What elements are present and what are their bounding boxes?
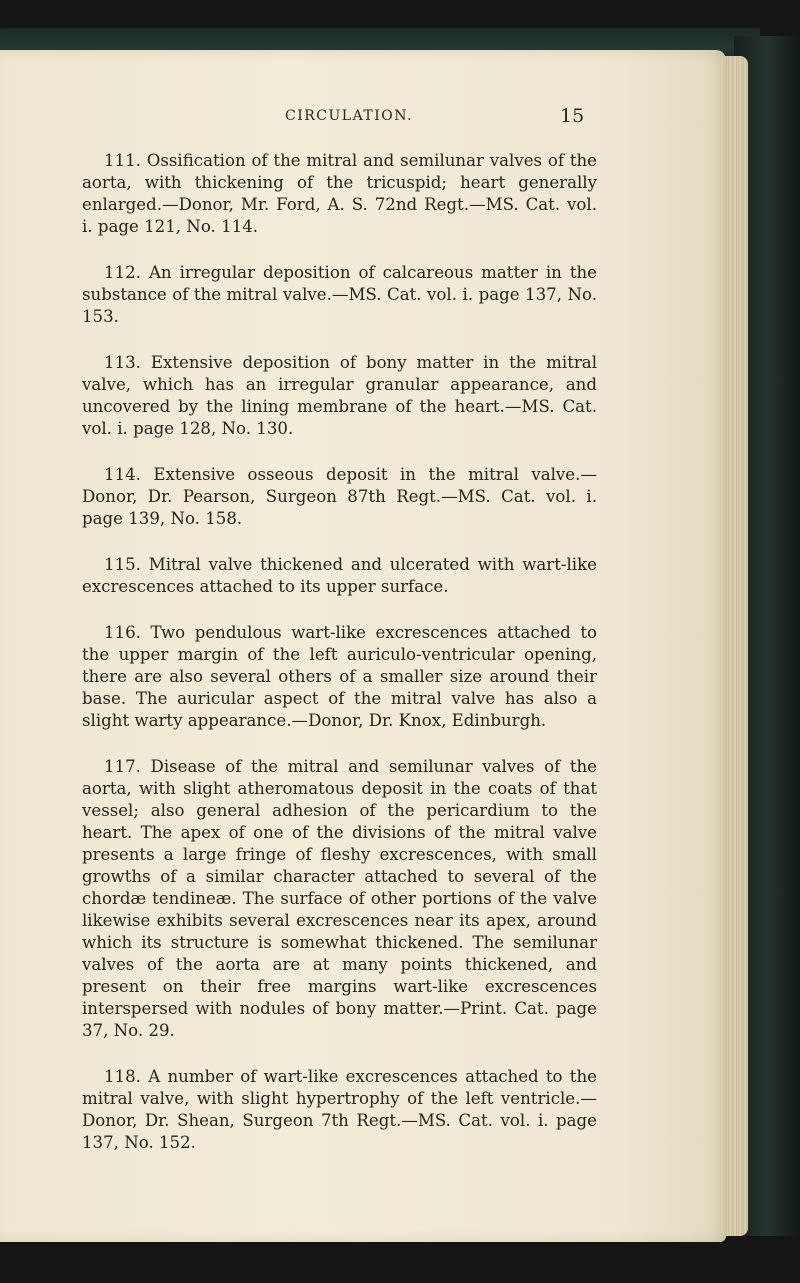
entry-number: 116. bbox=[104, 623, 141, 642]
catalog-entry bbox=[82, 262, 597, 328]
entry-number: 112. bbox=[104, 263, 141, 282]
entry-number: 114. bbox=[104, 465, 141, 484]
catalog-entry bbox=[82, 150, 597, 238]
entry-number: 118. bbox=[104, 1067, 141, 1086]
entry-number: 111. bbox=[104, 151, 141, 170]
catalog-entry bbox=[82, 464, 597, 530]
entry-text: A number of wart-like excrescences attached to the mitral valve, with slight hypertrophy of the left ventricle.—Donor, Dr. Shean, Surgeon 7th Regt.—MS. Cat. vol. i. page 137, No. 152. bbox=[82, 1067, 597, 1152]
book-page bbox=[0, 50, 726, 1242]
catalog-entry bbox=[82, 352, 597, 440]
entry-text: Disease of the mitral and semilunar valves of the aorta, with slight atheromatous deposit in the coats of that vessel; also general adhesion of the pericardium to the heart. The apex of one of the divisions of the mitral valve presents a large fringe of fleshy excrescences, with small growths of a similar character attached to several of the chordæ tendineæ. The surface of other portions of the valve likewise exhibits several excrescences near its apex, around which its structure is somewhat thickened. The semilunar valves of the aorta are at many points thickened, and present on their free margins wart-like excrescences interspersed with nodules of bony matter.—Print. Cat. page 37, No. 29. bbox=[82, 757, 597, 1040]
page-content bbox=[82, 150, 597, 1178]
entry-text: Ossification of the mitral and semilunar valves of the aorta, with thickening of the tricuspid; heart generally enlarged.—Donor, Mr. Ford, A. S. 72nd Regt.—MS. Cat. vol. i. page 121, No. 114. bbox=[82, 151, 597, 236]
entry-text: Mitral valve thickened and ulcerated with wart-like excrescences attached to its upper surface. bbox=[82, 555, 597, 596]
catalog-entry bbox=[82, 554, 597, 598]
catalog-entry bbox=[82, 1066, 597, 1154]
catalog-entry bbox=[82, 756, 597, 1042]
catalog-entry bbox=[82, 622, 597, 732]
entry-text: Extensive deposition of bony matter in the mitral valve, which has an irregular granular appearance, and uncovered by the lining membrane of the heart.—MS. Cat. vol. i. page 128, No. 130. bbox=[82, 353, 597, 438]
entry-text: Two pendulous wart-like excrescences attached to the upper margin of the left auriculo-ventricular opening, there are also several others of a smaller size around their base. The auricular aspect of the mitral valve has also a slight warty appearance.—Donor, Dr. Knox, Edinburgh. bbox=[82, 623, 597, 730]
entry-text: An irregular deposition of calcareous matter in the substance of the mitral valve.—MS. Cat. vol. i. page 137, No. 153. bbox=[82, 263, 598, 326]
entry-text: Extensive osseous deposit in the mitral valve.—Donor, Dr. Pearson, Surgeon 87th Regt.—MS. Cat. vol. i. page 139, No. 158. bbox=[82, 465, 597, 528]
entry-number: 117. bbox=[104, 757, 141, 776]
entry-number: 115. bbox=[104, 555, 141, 574]
page-number: 15 bbox=[560, 105, 585, 127]
running-head: CIRCULATION. bbox=[285, 108, 414, 124]
entry-number: 113. bbox=[104, 353, 141, 372]
